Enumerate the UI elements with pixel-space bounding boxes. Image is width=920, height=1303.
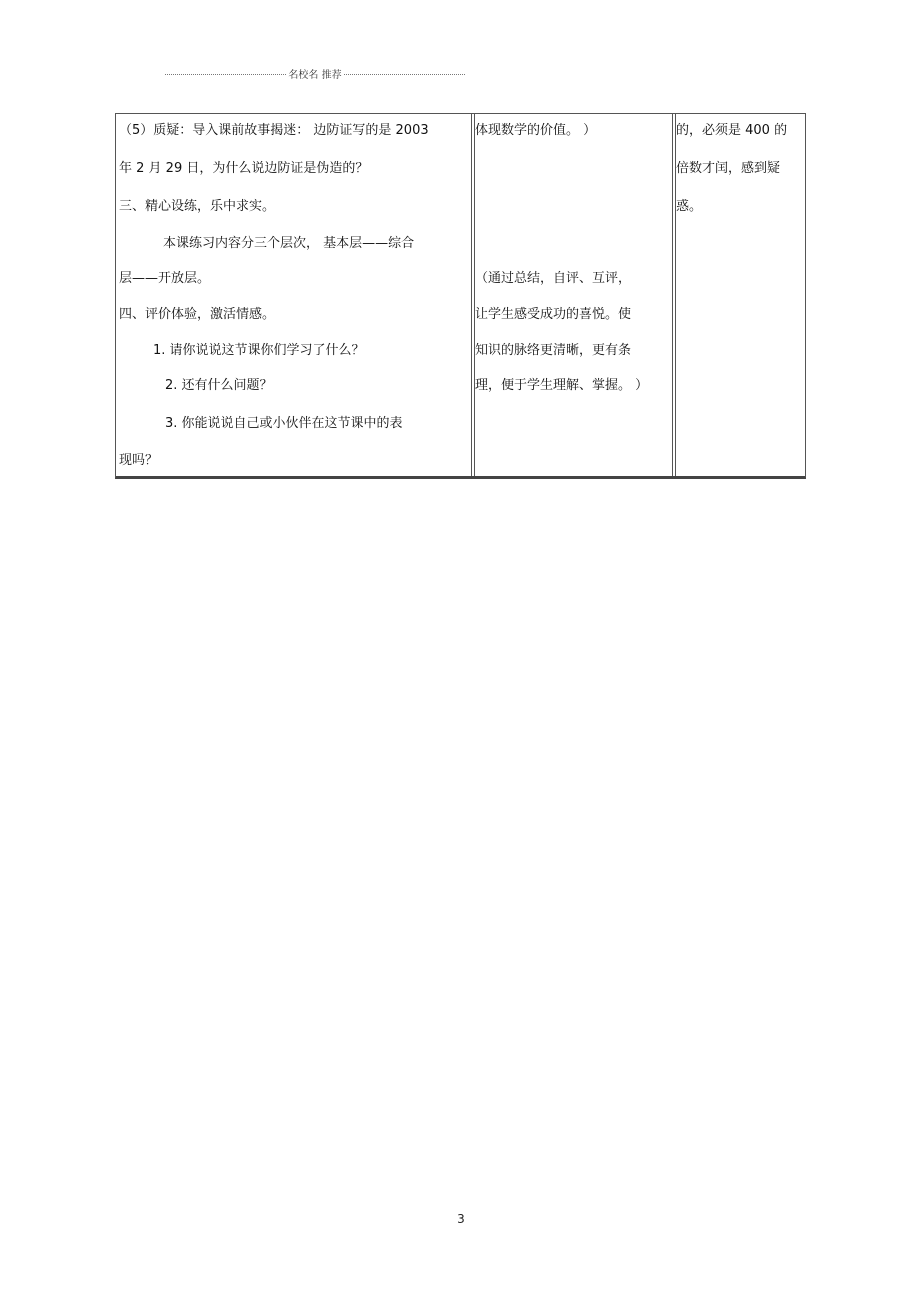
text-line: 的，必须是 400 的 bbox=[676, 123, 788, 138]
page-number: 3 bbox=[457, 1212, 465, 1226]
student-activity-column bbox=[676, 114, 805, 476]
lesson-table bbox=[115, 113, 806, 479]
header-dots-right bbox=[344, 74, 465, 75]
column-divider bbox=[672, 114, 673, 476]
text-line: 知识的脉络更清晰，更有条 bbox=[475, 343, 632, 358]
text-line: 3. 你能说说自己或小伙伴在这节课中的表 bbox=[165, 416, 403, 431]
text-line: 2. 还有什么问题？ bbox=[165, 378, 273, 393]
text-line: 本课练习内容分三个层次， 基本层——综合 bbox=[163, 236, 415, 251]
text-line: 1. 请你说说这节课你们学习了什么？ bbox=[153, 343, 365, 358]
text-line: 三、精心设练，乐中求实。 bbox=[119, 199, 276, 214]
teaching-process-column bbox=[116, 114, 471, 476]
text-line: （5）质疑：导入课前故事揭迷： 边防证写的是 2003 bbox=[119, 123, 429, 138]
design-intent-column bbox=[475, 114, 672, 476]
text-line: 层——开放层。 bbox=[119, 271, 211, 286]
text-line: 理，便于学生理解、掌握。 ） bbox=[475, 378, 649, 393]
page-header bbox=[165, 66, 465, 80]
text-line: 让学生感受成功的喜悦。使 bbox=[475, 307, 632, 322]
text-line: （通过总结，自评、互评， bbox=[475, 271, 632, 286]
text-line: 体现数学的价值。 ） bbox=[475, 123, 597, 138]
text-line: 年 2 月 29 日，为什么说边防证是伪造的？ bbox=[119, 161, 369, 176]
column-divider bbox=[471, 114, 472, 476]
text-line: 倍数才闰，感到疑 bbox=[676, 161, 781, 176]
text-line: 四、评价体验，激活情感。 bbox=[119, 307, 276, 322]
header-text: 名校名 推荐 bbox=[288, 69, 342, 81]
text-line: 现吗？ bbox=[119, 453, 159, 468]
header-dots-left bbox=[165, 74, 286, 75]
text-line: 惑。 bbox=[676, 199, 703, 214]
